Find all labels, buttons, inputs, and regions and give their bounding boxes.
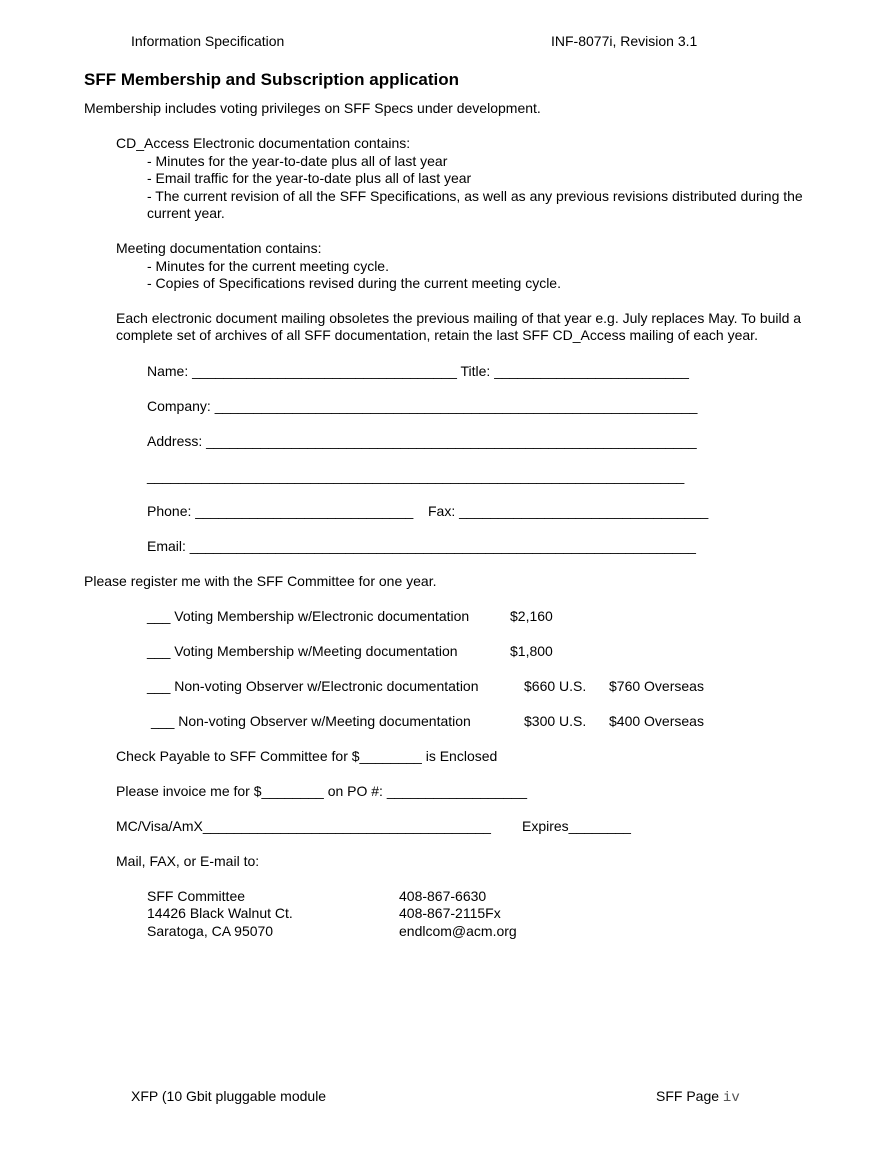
fax-field[interactable]: Fax: ________________________________ <box>428 503 709 519</box>
meeting-docs-item: - Copies of Specifications revised during the current meeting cycle. <box>147 275 561 291</box>
option-overseas-price: $400 Overseas <box>609 713 704 729</box>
mail-address-line: SFF Committee <box>147 888 246 904</box>
mail-address-line: 14426 Black Walnut Ct. <box>147 905 293 921</box>
footer-page-label <box>656 1088 740 1107</box>
name-title-field[interactable]: Name: __________________________________ Title: _________________________ <box>147 363 689 379</box>
cd-access-item: - Email traffic for the year-to-date plus all of last year <box>147 170 472 186</box>
header-right: INF-8077i, Revision 3.1 <box>551 33 698 49</box>
meeting-docs-heading: Meeting documentation contains: <box>116 240 322 256</box>
card-field[interactable]: MC/Visa/AmX_____________________________________ <box>116 818 491 834</box>
meeting-docs-item: - Minutes for the current meeting cycle. <box>147 258 389 274</box>
mail-contact-line: 408-867-2115Fx <box>399 905 501 921</box>
option-price: $2,160 <box>510 608 553 624</box>
cd-access-item: - Minutes for the year-to-date plus all of last year <box>147 153 448 169</box>
cd-access-heading: CD_Access Electronic documentation contains: <box>116 135 411 151</box>
footer-page-text: SFF Page <box>656 1088 720 1104</box>
option-label[interactable]: ___ Non-voting Observer w/Meeting documentation <box>151 713 471 729</box>
archive-note: Each electronic document mailing obsoletes the previous mailing of that year e.g. July replaces May. To build a complete set of archives of all SFF documentation, retain the last SFF CD_Access mailing of each year. <box>116 310 802 343</box>
email-field[interactable]: Email: _________________________________________________________________ <box>147 538 696 554</box>
phone-field[interactable]: Phone: ____________________________ <box>147 503 414 519</box>
option-label[interactable]: ___ Voting Membership w/Electronic documentation <box>147 608 470 624</box>
mail-heading: Mail, FAX, or E-mail to: <box>116 853 260 869</box>
header-left: Information Specification <box>131 33 285 49</box>
option-price: $1,800 <box>510 643 553 659</box>
option-price: $300 U.S. <box>524 713 587 729</box>
address-line2-field[interactable]: _____________________________________________________________________ <box>147 468 685 484</box>
footer-left: XFP (10 Gbit pluggable module <box>131 1088 327 1104</box>
option-label[interactable]: ___ Voting Membership w/Meeting documentation <box>147 643 458 659</box>
mail-contact-line: endlcom@acm.org <box>399 923 517 939</box>
mail-address-line: Saratoga, CA 95070 <box>147 923 274 939</box>
footer-page-number: iv <box>722 1090 740 1106</box>
register-text: Please register me with the SFF Committee for one year. <box>84 573 437 589</box>
page-title: SFF Membership and Subscription application <box>84 70 459 89</box>
company-field[interactable]: Company: ______________________________________________________________ <box>147 398 698 414</box>
intro-text: Membership includes voting privileges on SFF Specs under development. <box>84 100 541 116</box>
mail-contact-line: 408-867-6630 <box>399 888 487 904</box>
option-price: $660 U.S. <box>524 678 587 694</box>
cd-access-item: - The current revision of all the SFF Specifications, as well as any previous revisions distributed during the current year. <box>147 188 803 221</box>
option-overseas-price: $760 Overseas <box>609 678 704 694</box>
expires-field[interactable]: Expires________ <box>522 818 631 834</box>
option-label[interactable]: ___ Non-voting Observer w/Electronic documentation <box>147 678 479 694</box>
check-payable-field[interactable]: Check Payable to SFF Committee for $________ is Enclosed <box>116 748 498 764</box>
invoice-field[interactable]: Please invoice me for $________ on PO #: __________________ <box>116 783 527 799</box>
address-field[interactable]: Address: _______________________________________________________________ <box>147 433 697 449</box>
